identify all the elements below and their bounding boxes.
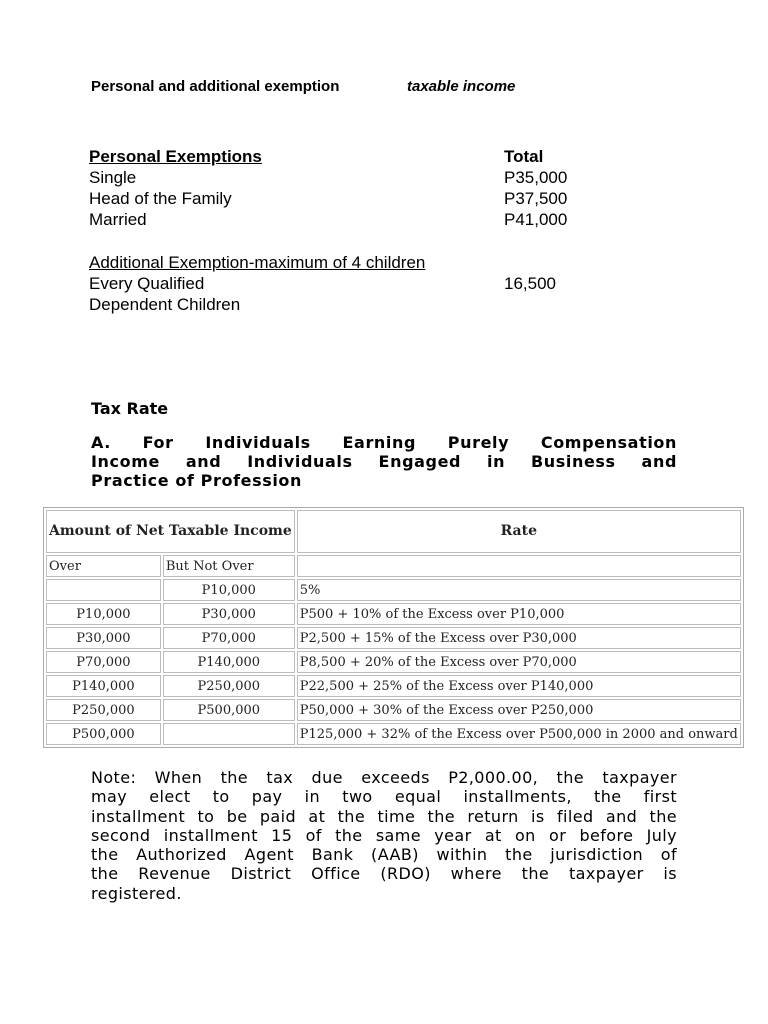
cell-rate: P22,500 + 25% of the Excess over P140,000 [297,675,741,697]
cell-over: P10,000 [46,603,161,625]
cell-over: P140,000 [46,675,161,697]
exemption-row-head-of-family [89,188,568,209]
header-rate: Rate [297,510,741,553]
cell-not-over: P30,000 [163,603,295,625]
table-row [46,699,741,721]
cell-not-over: P500,000 [163,699,295,721]
header-amount: Amount of Net Taxable Income [46,510,295,553]
personal-exemptions-header: Personal Exemptions [89,147,262,166]
cell-over: P250,000 [46,699,161,721]
cell-rate: P125,000 + 32% of the Excess over P500,000 in 2000 and onward [297,723,741,745]
note-line: may elect to pay in two equal installments, the first [91,787,677,807]
cell-rate: P2,500 + 15% of the Excess over P30,000 [297,627,741,649]
note-line: the Revenue District Office (RDO) where the taxpayer is [91,864,677,884]
exemption-row-single [89,167,568,188]
additional-exemption-header-row [89,252,425,273]
exemption-label: Married [89,210,147,229]
page-heading [91,78,516,95]
exemption-label: Head of the Family [89,189,232,208]
section-a-line: Income and Individuals Engaged in Business and [91,452,677,471]
personal-exemptions-header-row [89,146,544,167]
additional-exemption-row-cont [89,294,425,315]
heading-subtitle: taxable income [407,78,516,95]
table-row [46,723,741,745]
cell-over: P30,000 [46,627,161,649]
note-line: registered. [91,883,182,903]
exemption-row-married [89,209,568,230]
additional-exemption-label-cont: Dependent Children [89,295,241,314]
exemption-value: P37,500 [504,189,568,208]
table-row [46,603,741,625]
section-a-line: A. For Individuals Earning Purely Compensation [91,433,677,452]
cell-rate: P500 + 10% of the Excess over P10,000 [297,603,741,625]
section-a-heading [91,433,677,490]
additional-exemption-header: Additional Exemption-maximum of 4 children [89,253,426,272]
table-row [46,579,741,601]
note-line: second installment 15 of the same year at on or before July [91,825,677,845]
cell-not-over: P140,000 [163,651,295,673]
heading-title: Personal and additional exemption [91,78,340,95]
additional-exemption-label: Every Qualified [89,274,205,293]
table-subheader-row [46,555,741,577]
total-header: Total [504,147,544,166]
exemption-value: P41,000 [504,210,568,229]
personal-exemptions-block [89,146,568,230]
note-line: Note: When the tax due exceeds P2,000.00, the taxpayer [91,768,677,787]
exemption-label: Single [89,168,137,187]
subheader-blank [297,555,741,577]
cell-not-over: P70,000 [163,627,295,649]
table-header-row [46,510,741,553]
note-line: the Authorized Agent Bank (AAB) within the jurisdiction of [91,845,677,865]
additional-exemption-block [89,252,556,315]
tax-rate-table [43,507,744,748]
note-line: installment to be paid at the time the return is filed and the [91,806,677,826]
cell-not-over [163,723,295,745]
table-row [46,675,741,697]
cell-over: P70,000 [46,651,161,673]
cell-rate: 5% [297,579,741,601]
additional-exemption-row [89,273,556,294]
additional-exemption-value: 16,500 [504,274,556,293]
exemption-value: P35,000 [504,168,568,187]
section-a-line: Practice of Profession [91,471,302,490]
cell-rate: P50,000 + 30% of the Excess over P250,000 [297,699,741,721]
table-row [46,651,741,673]
cell-over [46,579,161,601]
subheader-not-over: But Not Over [163,555,295,577]
cell-not-over: P250,000 [163,675,295,697]
table-row [46,627,741,649]
subheader-over: Over [46,555,161,577]
cell-over: P500,000 [46,723,161,745]
tax-rate-title: Tax Rate [91,399,169,418]
cell-not-over: P10,000 [163,579,295,601]
cell-rate: P8,500 + 20% of the Excess over P70,000 [297,651,741,673]
installment-note [91,768,677,903]
